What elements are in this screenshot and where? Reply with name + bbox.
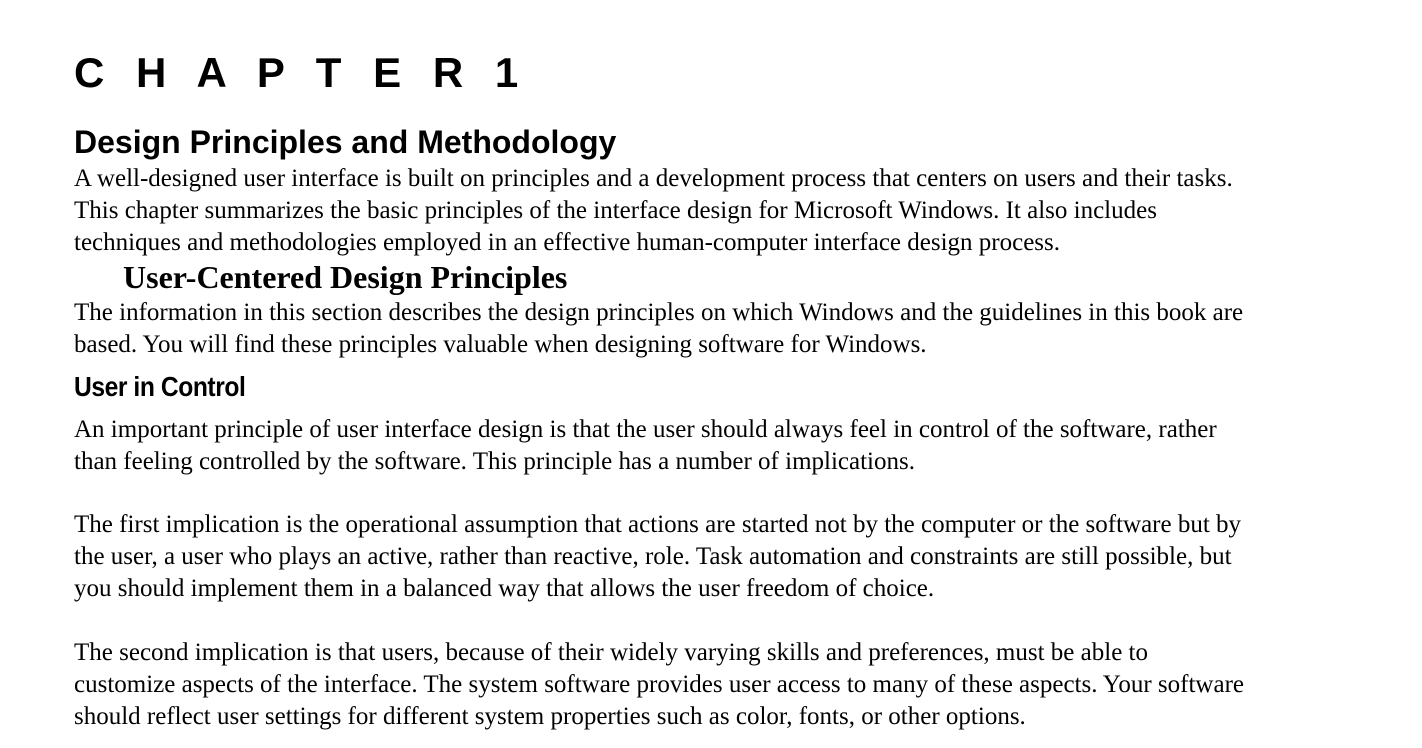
user-in-control-paragraph-1 bbox=[74, 414, 1394, 478]
user-in-control-heading: User in Control bbox=[74, 371, 246, 402]
paragraph-line: the user, a user who plays an active, rather than reactive, role. Task automation and constraints are still possible, but bbox=[74, 543, 1232, 570]
paragraph-line: should reflect user settings for different system properties such as color, fonts, or other options. bbox=[74, 703, 1026, 730]
paragraph-line: The second implication is that users, because of their widely varying skills and preferences, must be able to bbox=[74, 639, 1148, 666]
chapter-title: Design Principles and Methodology bbox=[74, 124, 617, 160]
user-in-control-paragraph-3 bbox=[74, 637, 1394, 733]
intro-line: This chapter summarizes the basic principles of the interface design for Microsoft Windows. It also includes bbox=[74, 197, 1157, 224]
section-heading: User-Centered Design Principles bbox=[123, 259, 568, 295]
intro-line: A well-designed user interface is built on principles and a development process that centers on users and their tasks. bbox=[74, 165, 1233, 192]
paragraph-line: customize aspects of the interface. The system software provides user access to many of these aspects. Your software bbox=[74, 671, 1245, 698]
paragraph-line: than feeling controlled by the software. This principle has a number of implications. bbox=[74, 448, 915, 475]
section-intro-line: The information in this section describes the design principles on which Windows and the guidelines in this book are bbox=[74, 299, 1244, 326]
paragraph-line: you should implement them in a balanced way that allows the user freedom of choice. bbox=[74, 575, 935, 602]
section-intro-paragraph bbox=[74, 297, 1394, 361]
intro-line: techniques and methodologies employed in an effective human-computer interface design process. bbox=[74, 229, 1061, 256]
section-intro-line: based. You will find these principles valuable when designing software for Windows. bbox=[74, 331, 927, 358]
intro-paragraph bbox=[74, 163, 1394, 259]
paragraph-line: The first implication is the operational assumption that actions are started not by the computer or the software but by bbox=[74, 511, 1242, 538]
user-in-control-paragraph-2 bbox=[74, 509, 1394, 605]
chapter-label: C H A P T E R 1 bbox=[74, 49, 529, 96]
paragraph-line: An important principle of user interface design is that the user should always feel in control of the software, rather bbox=[74, 416, 1217, 443]
